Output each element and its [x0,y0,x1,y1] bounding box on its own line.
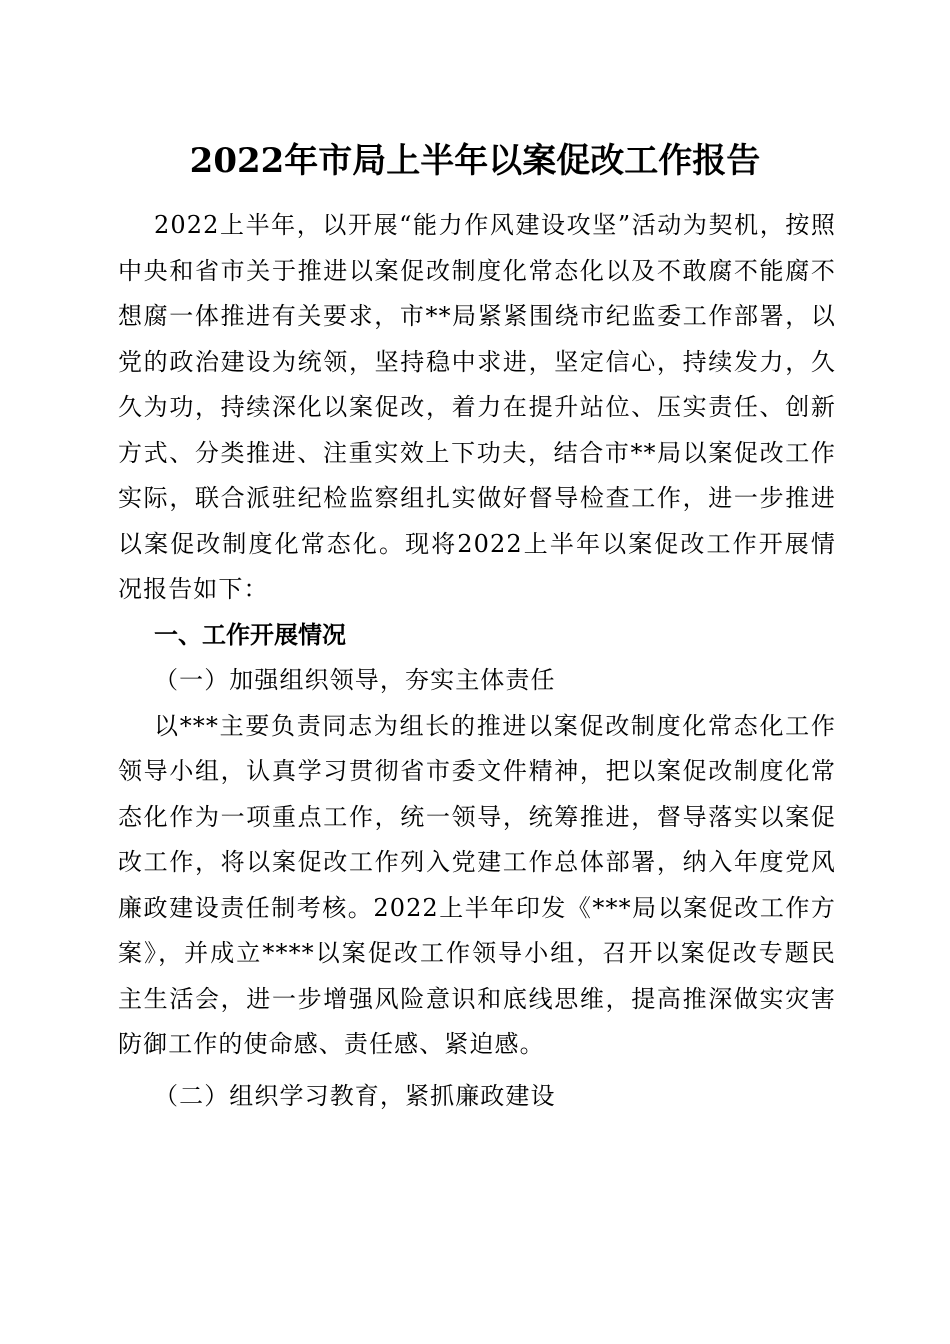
document-body [118,203,836,1119]
document-title: 2022年市局上半年以案促改工作报告 [189,141,761,181]
subsection-heading-education: （二）组织学习教育，紧抓廉政建设 [154,1081,556,1110]
subsection-paragraph-organization: 以***主要负责同志为组长的推进以案促改制度化常态化工作领导小组，认真学习贯彻省市委文件精神，把以案促改制度化常态化作为一项重点工作，统一领导，统筹推进，督导落实以案促改工作，将以案促改工作列入党建工作总体部署，纳入年度党风廉政建设责任制考核。2022上半年印发《***局以案促改工作方案》，并成立****以案促改工作领导小组，召开以案促改专题民主生活会，进一步增强风险意识和底线思维，提高推深做实灾害防御工作的使命感、责任感、紧迫感。 [118,711,836,1058]
section-heading-work-status: 一、工作开展情况 [154,620,346,649]
intro-paragraph: 2022上半年，以开展“能力作风建设攻坚”活动为契机，按照中央和省市关于推进以案促改制度化常态化以及不敢腐不能腐不想腐一体推进有关要求，市**局紧紧围绕市纪监委工作部署，以党的政治建设为统领，坚持稳中求进，坚定信心，持续发力，久久为功，持续深化以案促改，着力在提升站位、压实责任、创新方式、分类推进、注重实效上下功夫，结合市**局以案促改工作实际，联合派驻纪检监察组扎实做好督导检查工作，进一步推进以案促改制度化常态化。现将2022上半年以案促改工作开展情况报告如下： [118,211,836,603]
subsection-heading-organization: （一）加强组织领导，夯实主体责任 [154,666,556,694]
